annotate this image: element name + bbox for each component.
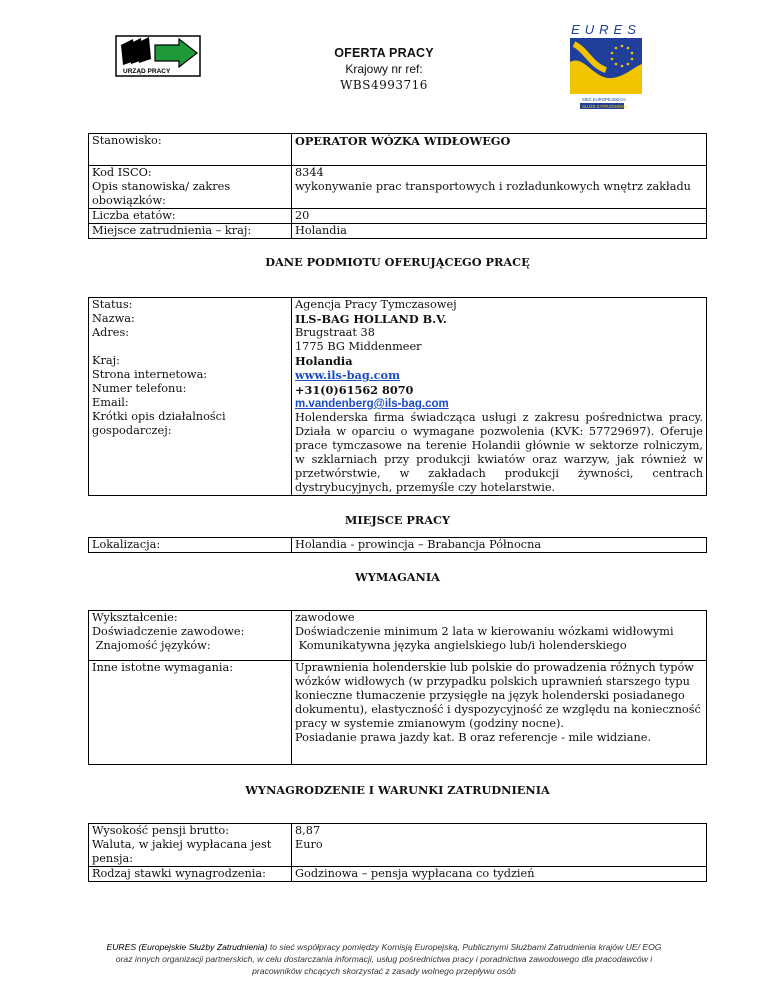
description-label-2: obowiązków: xyxy=(92,194,166,207)
experience-label: Doświadczenie zawodowe: xyxy=(92,625,245,638)
languages-label: Znajomość języków: xyxy=(92,639,211,652)
other-requirements-line-2: wózków widłowych (w przypadku polskich uprawnień starszego typu xyxy=(295,675,690,688)
footer-eures-name: EURES (Europejskie Służby Zatrudnienia) xyxy=(106,942,268,952)
document-header xyxy=(0,46,768,92)
email-label: Email: xyxy=(92,396,129,409)
status-value: Agencja Pracy Tymczasowej xyxy=(295,298,457,311)
education-label: Wykształcenie: xyxy=(92,611,178,624)
other-requirements-line-4: dokumentu), elastyczność i dyspozycyjność ze względu na konieczność xyxy=(295,703,701,716)
employer-country-label: Kraj: xyxy=(92,354,120,367)
currency-label-1: Waluta, w jakiej wypłacana jest xyxy=(92,838,272,851)
education-value: zawodowe xyxy=(295,611,355,624)
isco-value: 8344 xyxy=(295,166,324,179)
reference-number: WBS4993716 xyxy=(340,78,428,92)
eures-logo xyxy=(566,20,646,112)
activity-label-2: gospodarczej: xyxy=(92,424,172,437)
eures-wordmark: EURES xyxy=(571,22,641,37)
address-line-1: Brugstraat 38 xyxy=(295,326,375,339)
address-line-2: 1775 BG Middenmeer xyxy=(295,340,422,353)
job-table xyxy=(88,133,707,239)
employer-country-value: Holandia xyxy=(295,354,353,368)
offer-title: OFERTA PRACY xyxy=(334,46,434,60)
requirements-table xyxy=(88,610,707,765)
email-link[interactable]: m.vandenberg@ils-bag.com xyxy=(295,398,449,410)
eures-sub-2: SŁUŻB ZATRUDNIENIA xyxy=(582,104,628,109)
activity-label-1: Krótki opis działalności xyxy=(92,410,226,423)
footer-note xyxy=(70,941,698,977)
count-label: Liczba etatów: xyxy=(92,209,176,222)
description-value: wykonywanie prac transportowych i rozładunkowych wnętrz zakładu xyxy=(295,180,691,193)
currency-value: Euro xyxy=(295,838,323,851)
company-name: ILS-BAG HOLLAND B.V. xyxy=(295,312,447,326)
salary-section-title: WYNAGRODZENIE I WARUNKI ZATRUDNIENIA xyxy=(245,783,550,797)
other-requirements-line-1: Uprawnienia holenderskie lub polskie do prowadzenia różnych typów xyxy=(295,661,694,674)
other-requirements-line-3: konieczne tłumaczenie przysięgłe na język holenderski posiadanego xyxy=(295,689,685,702)
requirements-section-title: WYMAGANIA xyxy=(355,570,440,584)
logo-left-text: URZĄD PRACY xyxy=(123,68,171,75)
description-label-1: Opis stanowiska/ zakres xyxy=(92,180,231,193)
phone-value: +31(0)61562 8070 xyxy=(295,383,414,397)
rate-type-label: Rodzaj stawki wynagrodzenia: xyxy=(92,867,266,880)
work-country-value: Holandia xyxy=(295,224,347,237)
name-label: Nazwa: xyxy=(92,312,135,325)
activity-description: Holenderska firma świadcząca usługi z zakresu pośrednictwa pracy. Działa w oparciu o wymagane pozwolenia (KVK: 57729697). Oferuje prace tymczasowe na terenie Holandii głównie w sektorze rolniczym, w szklarniach przy produkcji kwiatów oraz warzyw, jak również w przetwórstwie, w zakładach produkcji żywności, centrach dystrybucyjnych, przemyśle czy hotelarstwie. xyxy=(295,411,703,494)
other-requirements-line-5: pracy w systemie zmianowym (godziny nocne). xyxy=(295,717,565,730)
eures-sub-1: SIEĆ EUROPEJSKICH xyxy=(582,97,626,102)
employer-table xyxy=(88,297,707,496)
languages-value: Komunikatywna języka angielskiego lub/i holenderskiego xyxy=(295,639,627,652)
isco-label: Kod ISCO: xyxy=(92,166,152,179)
employer-section-title: DANE PODMIOTU OFERUJĄCEGO PRACĘ xyxy=(265,255,530,269)
salary-table xyxy=(88,823,707,882)
phone-label: Numer telefonu: xyxy=(92,382,187,395)
workplace-table xyxy=(88,537,707,553)
footer-line-2: oraz innych organizacji partnerskich, w celu dostarczania informacji, usług pośrednictwa pracy i poradnictwa zawodowego dla pracodawców i xyxy=(115,954,653,964)
position-value: OPERATOR WÓZKA WIDŁOWEGO xyxy=(295,134,511,148)
workplace-section-title: MIEJSCE PRACY xyxy=(344,513,451,527)
footer-line-1: to sieć współpracy pomiędzy Komisją Europejską, Publicznymi Służbami Zatrudnienia krajów UE/ EOG xyxy=(267,942,662,952)
address-label: Adres: xyxy=(92,326,130,339)
website-label: Strona internetowa: xyxy=(92,368,208,381)
other-requirements-label: Inne istotne wymagania: xyxy=(92,661,234,674)
rate-type-value: Godzinowa – pensja wypłacana co tydzień xyxy=(295,867,535,880)
gross-salary-label: Wysokość pensji brutto: xyxy=(92,824,229,837)
reference-label: Krajowy nr ref: xyxy=(345,62,423,76)
location-value: Holandia - prowincja – Brabancja Północna xyxy=(295,538,542,551)
count-value: 20 xyxy=(295,209,310,222)
website-link[interactable]: www.ils-bag.com xyxy=(295,368,401,382)
position-label: Stanowisko: xyxy=(92,134,162,147)
status-label: Status: xyxy=(92,298,133,311)
experience-value: Doświadczenie minimum 2 lata w kierowaniu wózkami widłowymi xyxy=(295,625,674,638)
footer-line-3: pracowników chcących skorzystać z zasady wolnego przepływu osób xyxy=(252,966,516,976)
work-country-label: Miejsce zatrudnienia – kraj: xyxy=(92,224,252,237)
gross-salary-value: 8,87 xyxy=(295,824,321,837)
currency-label-2: pensja: xyxy=(92,852,134,865)
other-requirements-line-6: Posiadanie prawa jazdy kat. B oraz referencje - mile widziane. xyxy=(295,731,652,744)
location-label: Lokalizacja: xyxy=(92,538,161,551)
